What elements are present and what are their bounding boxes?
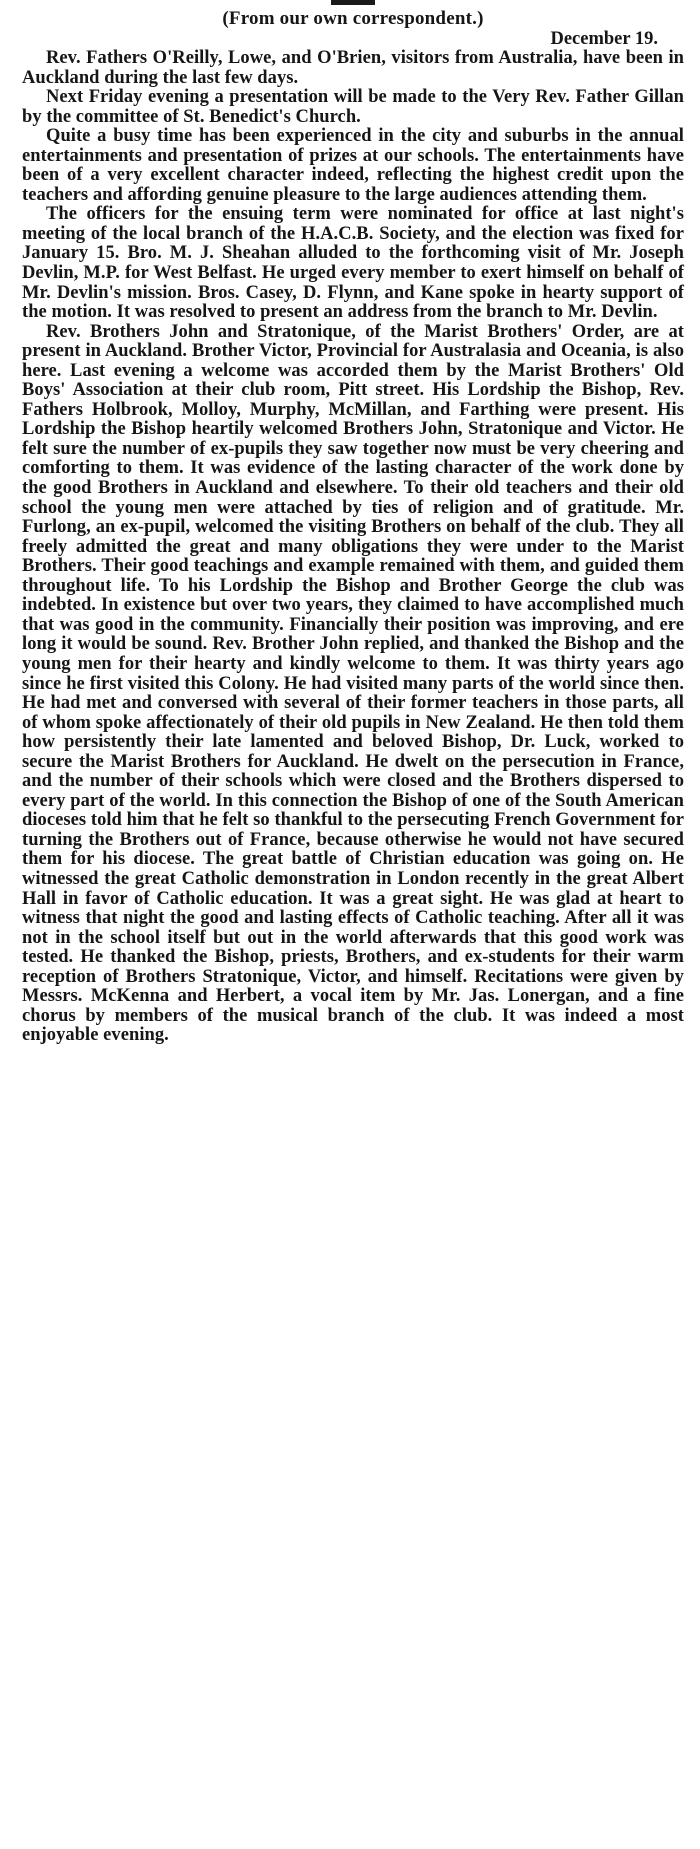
paragraph-marist-brothers: Rev. Brothers John and Stratonique, of the Marist Brothers' Order, are at present in Auckland. Brother Victor, Provincial for Australasia and Oceania, is also here. Last evening a welcome was accorded them by the Marist Brothers' Old Boys' Association at their club room, Pitt street. His Lordship the Bishop, Rev. Fathers Holbrook, Molloy, Murphy, McMillan, and Farthing were present. His Lordship the Bishop heartily welcomed Brothers John, Stratonique and Victor. He felt sure the number of ex-pupils they saw together now must be very cheering and comforting to them. It was evidence of the lasting character of the work done by the good Brothers in Auckland and elsewhere. To their old teachers and their old school the young men were attached by ties of religion and of gratitude. Mr. Furlong, an ex-pupil, welcomed the visiting Brothers on behalf of the club. They all freely admitted the great and many obligations they were under to the Marist Brothers. Their good teachings and example remained with them, and guided them throughout life. To his Lordship the Bishop and Brother George the club was indebted. In existence but over two years, they claimed to have accomplished much that was good in the community. Financially their position was improving, and ere long it would be sound. Rev. Brother John replied, and thanked the Bishop and the young men for their hearty and kindly welcome to them. It was thirty years ago since he first visited this Colony. He had visited many parts of the world since then. He had met and conversed with several of their former teachers in those parts, all of whom spoke affectionately of their old pupils in New Zealand. He then told them how persistently their late lamented and beloved Bishop, Dr. Luck, worked to secure the Marist Brothers for Auckland. He dwelt on the persecution in France, and the number of their schools which were closed and the Brothers dispersed to every part of the world. In this connection the Bishop of one of the South American dioceses told him that he felt so thankful to the persecuting French Government for turning the Brothers out of France, because otherwise he would not have secured them for his diocese. The great battle of Christian education was going on. He witnessed the great Catholic demonstration in London recently in the great Albert Hall in favor of Catholic education. It was a great sight. He was glad at heart to witness that night the good and lasting effects of Catholic teaching. After all it was not in the school itself but out in the world afterwards that this good work was tested. He thanked the Bishop, priests, Brothers, and ex-students for their warm reception of Brothers Stratonique, Victor, and himself. Recitations were given by Messrs. McKenna and Herbert, a vocal item by Mr. Jas. Lonergan, and a fine chorus by members of the musical branch of the club. It was indeed a most enjoyable evening. [22, 321, 684, 1046]
header-rule [331, 0, 375, 5]
byline: (From our own correspondent.) [222, 8, 484, 29]
article-column [22, 0, 684, 1046]
paragraph-visitors: Rev. Fathers O'Reilly, Lowe, and O'Brien, visitors from Australia, have been in Auckland during the last few days. [22, 48, 684, 88]
paragraph-school-entertainments: Quite a busy time has been experienced in the city and suburbs in the annual entertainments and presentation of prizes at our schools. The entertainments have been of a very excellent character indeed, reflecting the highest credit upon the teachers and affording genuine pleasure to the large audiences attending them. [22, 126, 684, 205]
paragraph-presentation: Next Friday evening a presentation will be made to the Very Rev. Father Gillan by the committee of St. Benedict's Church. [22, 87, 684, 127]
paragraph-hacb-society: The officers for the ensuing term were nominated for office at last night's meeting of the local branch of the H.A.C.B. Society, and the election was fixed for January 15. Bro. M. J. Sheahan alluded to the forthcoming visit of Mr. Joseph Devlin, M.P. for West Belfast. He urged every member to exert himself on behalf of Mr. Devlin's mission. Bros. Casey, D. Flynn, and Kane spoke in hearty support of the motion. It was resolved to present an address from the branch to Mr. Devlin. [22, 204, 684, 323]
article-body [22, 49, 684, 1046]
dateline: December 19. [550, 29, 658, 49]
